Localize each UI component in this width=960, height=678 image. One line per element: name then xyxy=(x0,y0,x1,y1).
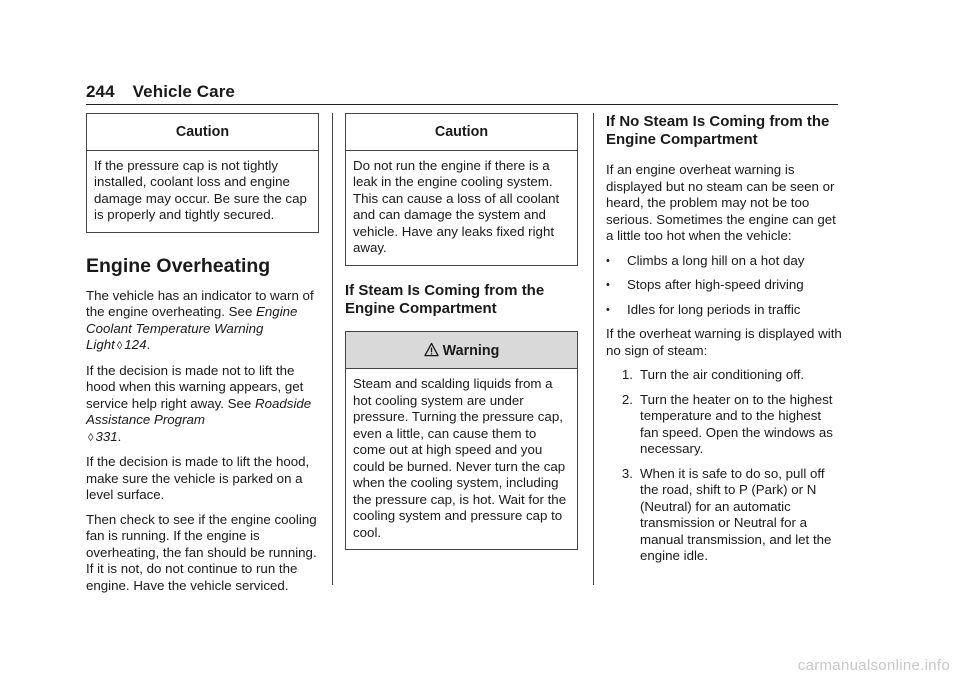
paragraph: If an engine overheat warning is displayed but no steam can be seen or heard, the problem may not be too serious. Sometimes the engine can get a little too hot when the vehicle: xyxy=(606,162,836,243)
caution-body: If the pressure cap is not tightly installed, coolant loss and engine damage may occur. Be sure the cap is properly and tightly secured. xyxy=(94,157,307,222)
paragraph: If the overheat warning is displayed with no sign of steam: xyxy=(606,326,842,358)
paragraph-text: The vehicle has an indicator to warn of the engine overheating. See xyxy=(86,287,314,319)
paragraph: If the decision is made not to lift the hood when this warning appears, get service help right away. See Roadside Assistance Program ◊ 331. xyxy=(86,362,312,444)
header-rule xyxy=(86,104,838,105)
column-3 xyxy=(606,113,842,573)
numbered-steps xyxy=(606,367,842,565)
step-item xyxy=(606,367,842,384)
caution-title: Caution xyxy=(87,114,318,151)
list-item: • Stops after high-speed driving xyxy=(606,277,842,294)
list-item: • Climbs a long hill on a hot day xyxy=(606,253,842,270)
column-divider xyxy=(593,113,594,585)
watermark: carmanualsonline.info xyxy=(797,657,950,674)
step-text: Turn the air conditioning off. xyxy=(640,367,805,382)
cross-reference-title: Roadside Assistance Program xyxy=(86,395,312,427)
warning-title-bar xyxy=(346,332,577,370)
header-title xyxy=(86,82,838,102)
bullet-list xyxy=(606,253,842,319)
column-1 xyxy=(86,113,319,602)
step-text: Turn the heater on to the highest temperature and to the highest fan speed. Open the windows as necessary. xyxy=(640,391,833,456)
warning-body: Steam and scalding liquids from a hot cooling system are under pressure. Turning the pressure cap, even a little, can cause them to come out at high speed and you could be burned. Never turn the cap when the cooling system, including the pressure cap, is hot. Wait for the cooling system and pressure cap to cool. xyxy=(353,376,567,540)
step-item xyxy=(606,392,842,458)
paragraph: Then check to see if the engine cooling fan is running. If the engine is overheating, the fan should be running. If it is not, do not continue to run the engine. Have the vehicle serviced. xyxy=(86,511,317,593)
step-number: 2. xyxy=(621,391,633,407)
caution-box xyxy=(345,113,578,266)
paragraph-text: If the decision is made not to lift the hood when this warning appears, get service help right away. See xyxy=(86,362,304,411)
subsection-heading: If No Steam Is Coming from the Engine Compartment xyxy=(606,113,830,148)
cross-reference-page: 331 xyxy=(95,428,118,444)
column-2 xyxy=(345,113,578,566)
page-ref-icon: ◊ xyxy=(116,340,123,352)
warning-title: Warning xyxy=(442,342,500,359)
page-ref-icon: ◊ xyxy=(88,431,94,444)
paragraph: The vehicle has an indicator to warn of the engine overheating. See Engine Coolant Temperature Warning Light ◊ 124. xyxy=(86,287,314,352)
column-divider xyxy=(332,113,333,585)
caution-body: Do not run the engine if there is a leak in the engine cooling system. This can cause a loss of all coolant and can damage the system and vehicle. Have any leaks fixed right away. xyxy=(353,157,560,255)
subsection-heading: If Steam Is Coming from the Engine Compartment xyxy=(345,281,545,317)
caution-box xyxy=(86,113,319,233)
page-number: 244 xyxy=(86,82,115,101)
step-number: 1. xyxy=(621,367,633,382)
caution-title: Caution xyxy=(346,114,577,151)
list-item: • Idles for long periods in traffic xyxy=(606,302,842,319)
paragraph: If the decision is made to lift the hood, make sure the vehicle is parked on a level surface. xyxy=(86,454,310,502)
step-text: When it is safe to do so, pull off the road, shift to P (Park) or N (Neutral) for an automatic transmission or Neutral for a manual transmission, and let the engine idle. xyxy=(640,465,832,563)
warning-box xyxy=(345,331,578,551)
cross-reference-title: Engine Coolant Temperature Warning Light xyxy=(86,304,298,352)
warning-triangle-icon xyxy=(424,342,439,357)
page-header xyxy=(86,82,838,102)
cross-reference-page: 124 xyxy=(124,337,147,352)
step-number: 3. xyxy=(621,465,633,481)
section-heading: Engine Overheating xyxy=(86,254,271,277)
section-title: Vehicle Care xyxy=(132,82,235,101)
step-item xyxy=(606,466,842,565)
